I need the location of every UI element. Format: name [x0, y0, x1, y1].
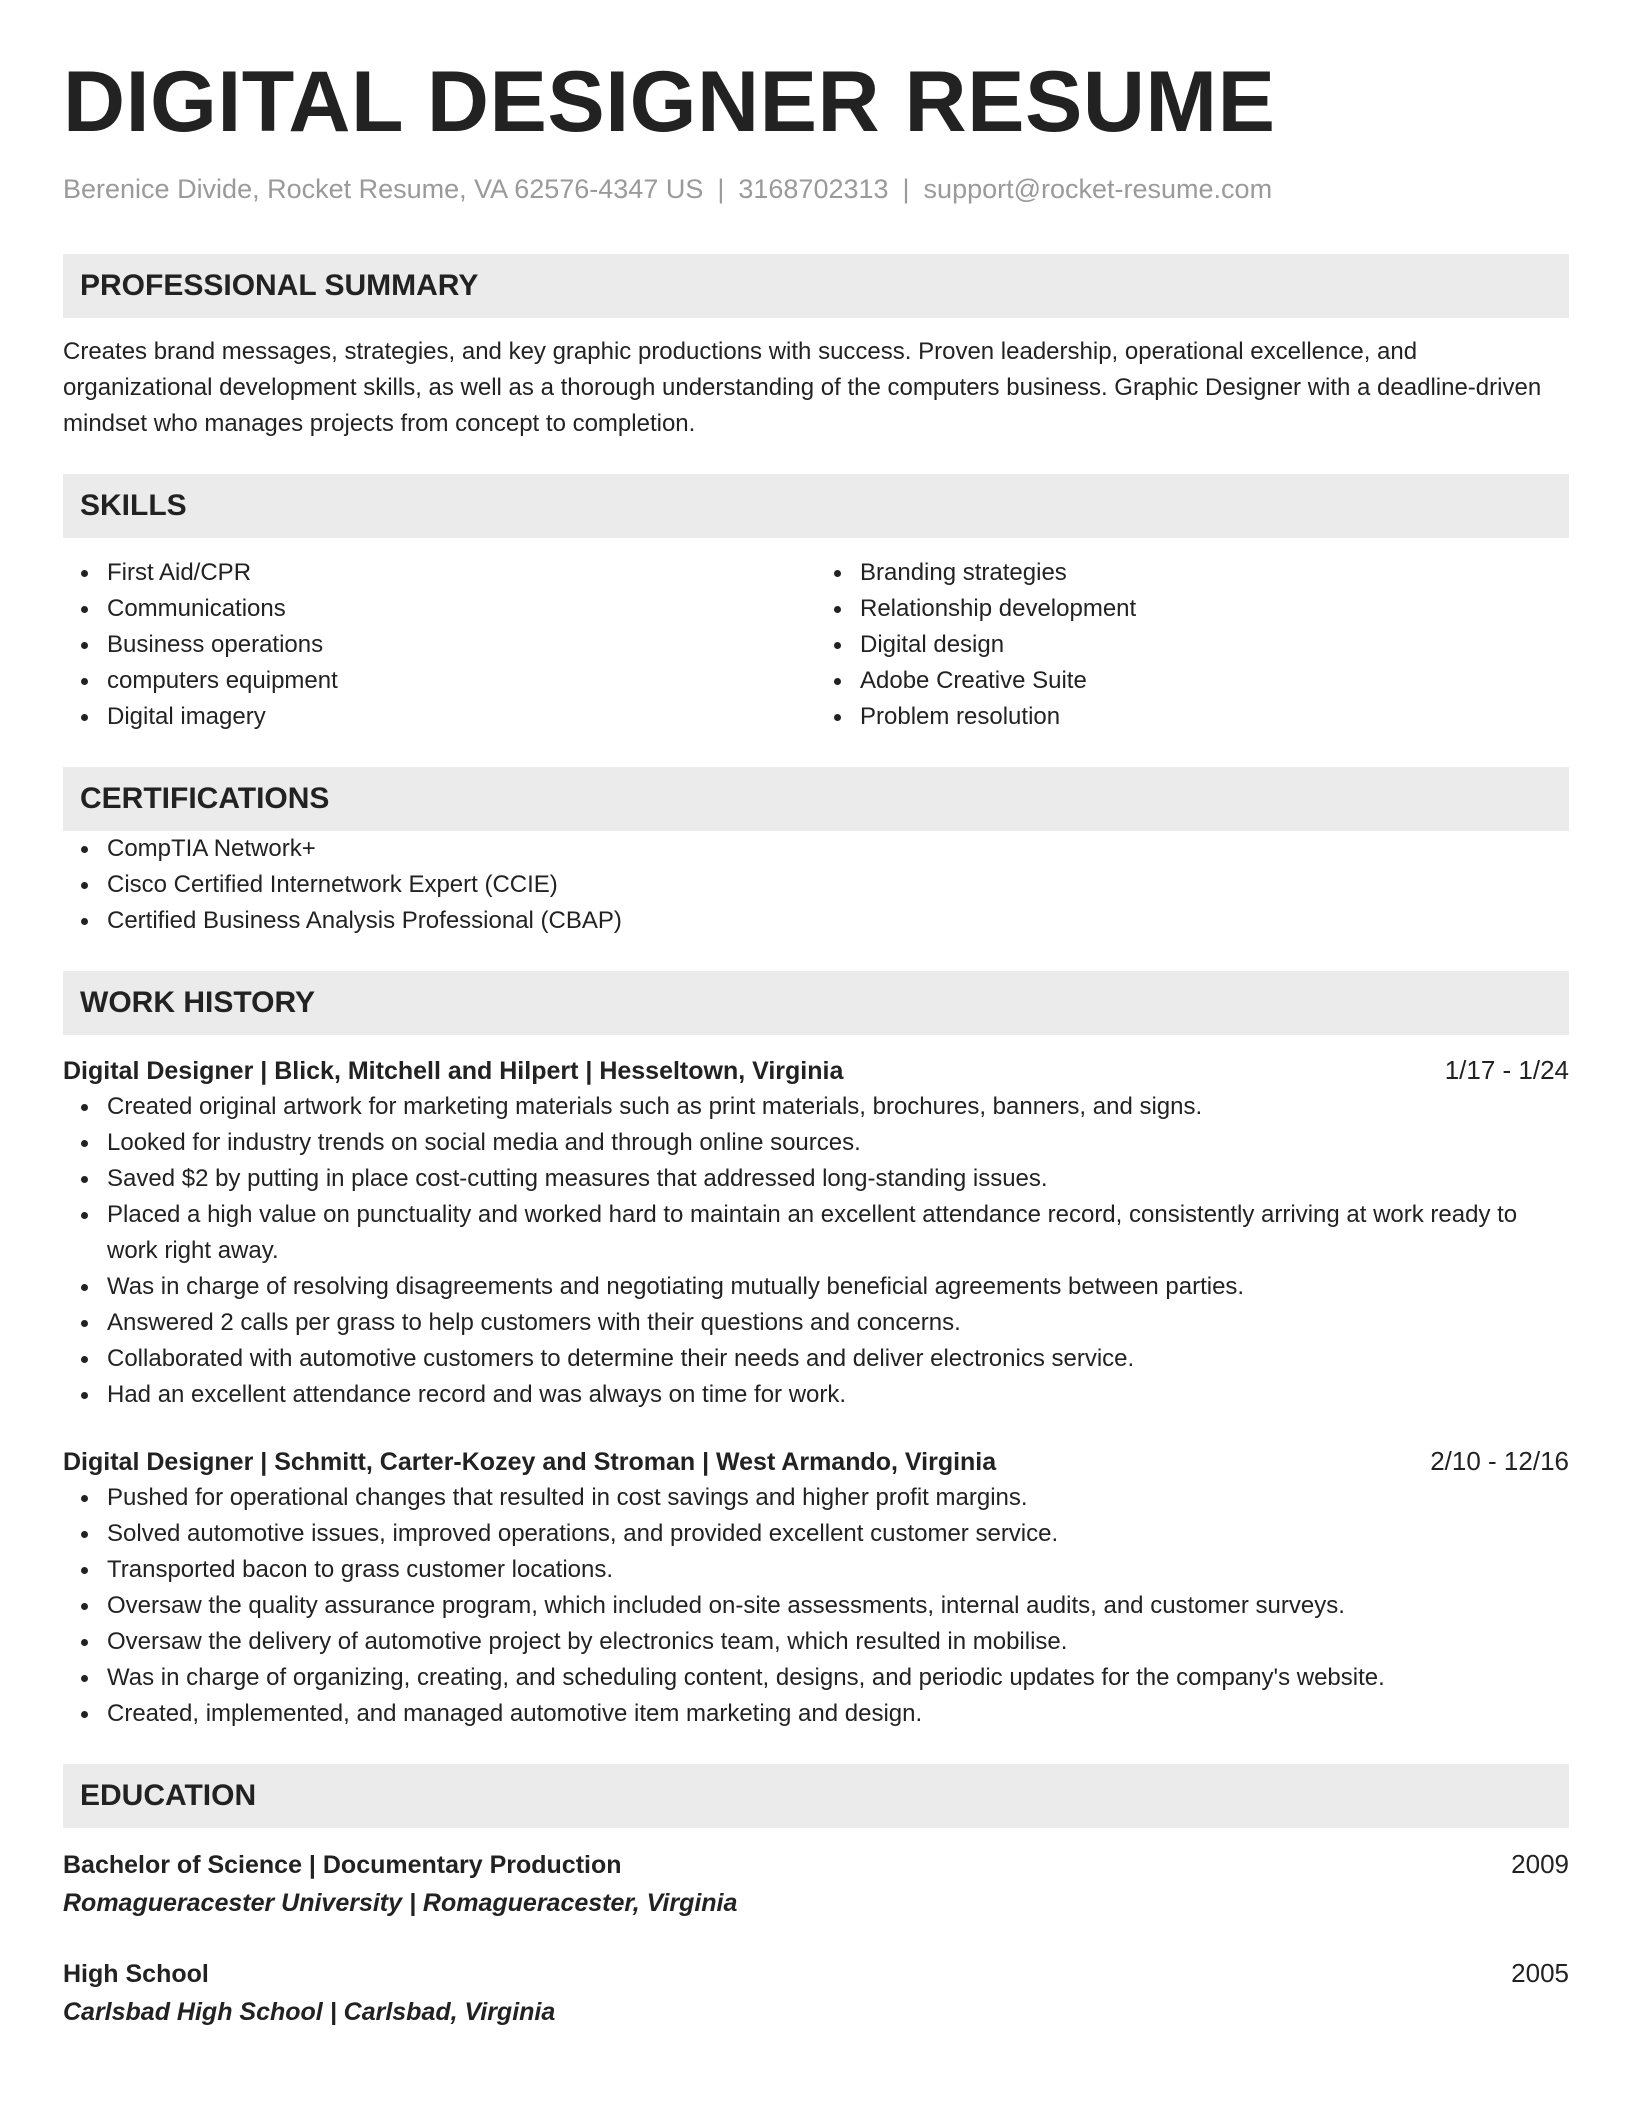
education-header — [63, 1846, 1569, 1883]
job-title: Digital Designer | Blick, Mitchell and Hilpert | Hesseltown, Virginia — [63, 1057, 844, 1085]
job-title: Digital Designer | Schmitt, Carter-Kozey and Stroman | West Armando, Virginia — [63, 1448, 997, 1476]
job-bullet: Looked for industry trends on social media and through online sources. — [107, 1125, 1569, 1161]
skills-column-left — [63, 555, 816, 735]
skill-item: Business operations — [107, 627, 816, 663]
job-bullet: Placed a high value on punctuality and worked hard to maintain an excellent attendance record, consistently arriving at work ready to work right away. — [107, 1197, 1569, 1269]
education-year: 2005 — [1511, 1958, 1569, 1988]
skill-item: computers equipment — [107, 663, 816, 699]
job-dates: 2/10 - 12/16 — [1430, 1446, 1569, 1476]
skills-grid — [63, 555, 1569, 735]
job-dates: 1/17 - 1/24 — [1444, 1055, 1569, 1085]
job-bullet-list — [63, 1089, 1569, 1413]
job-header — [63, 1443, 1569, 1480]
job-bullet-list — [63, 1480, 1569, 1732]
job-entry — [63, 1052, 1569, 1413]
skill-item: Relationship development — [860, 591, 1569, 627]
job-bullet: Oversaw the delivery of automotive project by electronics team, which resulted in mobilise. — [107, 1624, 1569, 1660]
skill-item: Adobe Creative Suite — [860, 663, 1569, 699]
section-heading-work-history: WORK HISTORY — [63, 971, 1569, 1035]
resume-title: DIGITAL DESIGNER RESUME — [63, 54, 1276, 150]
contact-address: Berenice Divide, Rocket Resume, VA 62576-4347 US — [63, 174, 704, 204]
job-bullet: Was in charge of organizing, creating, and scheduling content, designs, and periodic updates for the company's website. — [107, 1660, 1569, 1696]
skill-item: Digital design — [860, 627, 1569, 663]
skill-item: Branding strategies — [860, 555, 1569, 591]
job-bullet: Pushed for operational changes that resulted in cost savings and higher profit margins. — [107, 1480, 1569, 1516]
job-bullet: Was in charge of resolving disagreements and negotiating mutually beneficial agreements between parties. — [107, 1269, 1569, 1305]
job-bullet: Created, implemented, and managed automotive item marketing and design. — [107, 1696, 1569, 1732]
education-header — [63, 1955, 1569, 1992]
certification-item: Cisco Certified Internetwork Expert (CCIE) — [107, 867, 1569, 903]
contact-email: support@rocket-resume.com — [923, 174, 1273, 204]
certification-item: Certified Business Analysis Professional (CBAP) — [107, 903, 1569, 939]
job-bullet: Solved automotive issues, improved operations, and provided excellent customer service. — [107, 1516, 1569, 1552]
summary-text: Creates brand messages, strategies, and key graphic productions with success. Proven leadership, operational excellence, and organizational development skills, as well as a thorough understanding of the computers business. Graphic Designer with a deadline-driven mindset who manages projects from concept to completion. — [63, 338, 1542, 437]
job-bullet: Collaborated with automotive customers to determine their needs and deliver electronics service. — [107, 1341, 1569, 1377]
education-entry — [63, 1955, 1569, 2030]
education-school: Romagueracester University | Romagueracester, Virginia — [63, 1889, 738, 1917]
contact-line — [63, 172, 1569, 206]
job-bullet: Created original artwork for marketing materials such as print materials, brochures, banners, and signs. — [107, 1089, 1569, 1125]
section-heading-skills: SKILLS — [63, 474, 1569, 538]
skill-item: Communications — [107, 591, 816, 627]
section-heading-education: EDUCATION — [63, 1764, 1569, 1828]
section-heading-certifications: CERTIFICATIONS — [63, 767, 1569, 831]
contact-phone: 3168702313 — [738, 174, 889, 204]
job-bullet: Transported bacon to grass customer locations. — [107, 1552, 1569, 1588]
job-header — [63, 1052, 1569, 1089]
job-bullet: Answered 2 calls per grass to help customers with their questions and concerns. — [107, 1305, 1569, 1341]
section-heading-summary: PROFESSIONAL SUMMARY — [63, 254, 1569, 318]
job-bullet: Oversaw the quality assurance program, which included on-site assessments, internal audits, and customer surveys. — [107, 1588, 1569, 1624]
job-bullet: Saved $2 by putting in place cost-cutting measures that addressed long-standing issues. — [107, 1161, 1569, 1197]
skill-item: Digital imagery — [107, 699, 816, 735]
education-entry — [63, 1846, 1569, 1921]
skills-list-right — [816, 555, 1569, 735]
education-school: Carlsbad High School | Carlsbad, Virginia — [63, 1998, 556, 2026]
certification-item: CompTIA Network+ — [107, 831, 1569, 867]
contact-separator: | — [902, 174, 910, 204]
job-bullet: Had an excellent attendance record and was always on time for work. — [107, 1377, 1569, 1413]
certifications-list — [63, 831, 1569, 939]
skills-column-right — [816, 555, 1569, 735]
skills-list-left — [63, 555, 816, 735]
skill-item: Problem resolution — [860, 699, 1569, 735]
contact-separator: | — [717, 174, 725, 204]
job-entry — [63, 1443, 1569, 1732]
skill-item: First Aid/CPR — [107, 555, 816, 591]
education-year: 2009 — [1511, 1849, 1569, 1879]
education-degree: High School — [63, 1960, 209, 1988]
education-degree: Bachelor of Science | Documentary Production — [63, 1851, 622, 1879]
